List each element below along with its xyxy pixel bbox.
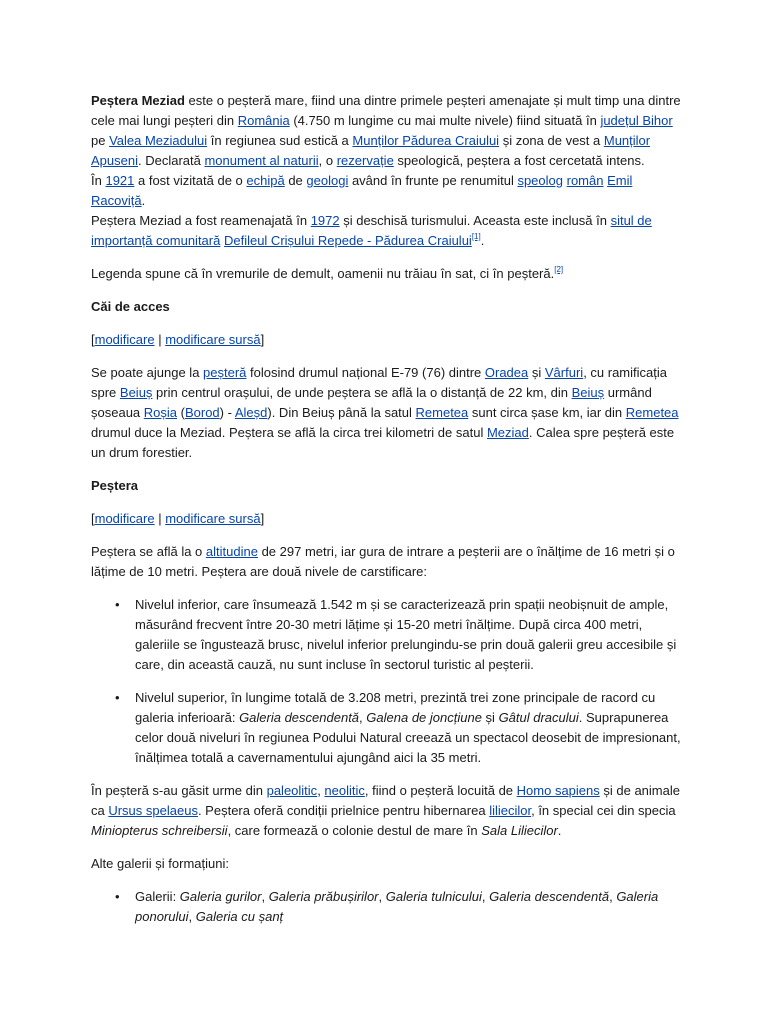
link-echipa[interactable]: echipă	[246, 173, 285, 188]
link-situl-de-importanta[interactable]: situl de importanță comunitară	[91, 213, 652, 248]
text: speologică, peștera a fost cercetată intens.	[393, 153, 645, 168]
text: ) -	[219, 405, 235, 420]
edit-link[interactable]: modificare	[94, 332, 155, 347]
text: (	[177, 405, 185, 420]
text: , în special cei din specia	[531, 803, 676, 818]
acces-paragraph	[91, 363, 681, 463]
text: ,	[359, 710, 367, 725]
text: , care formează o colonie destul de mare în	[227, 823, 482, 838]
italic-text: Galeria gurilor	[179, 889, 262, 904]
section-heading-cai-de-acces: Căi de acces	[91, 299, 170, 314]
italic-text: Sala Liliecilor	[481, 823, 558, 838]
urme-paragraph	[91, 781, 681, 841]
italic-text: Galena de joncțiune	[366, 710, 482, 725]
italic-text: Galeria cu șanț	[195, 909, 284, 924]
text: a fost vizitată de o	[134, 173, 247, 188]
link-beius[interactable]: Beiuș	[119, 385, 153, 400]
link-beius[interactable]: Beiuș	[571, 385, 605, 400]
link-borod[interactable]: Borod	[184, 405, 220, 420]
text: , cu ramificația spre	[91, 365, 667, 400]
italic-text: Galeria ponorului	[135, 889, 659, 924]
text: de	[284, 173, 307, 188]
link-roman[interactable]: român	[566, 173, 604, 188]
text: . Calea spre peșteră este un drum forestier.	[91, 425, 675, 460]
list-item	[135, 595, 681, 675]
text: folosind drumul național E-79 (76) dintre	[246, 365, 485, 380]
reference-link-1[interactable]: [1]	[471, 232, 481, 241]
text: este o peșteră mare, fiind una dintre primele peșteri amenajate și mult timp una dintre cele mai lungi peșteri din	[91, 93, 681, 128]
bracket: [	[91, 332, 95, 347]
text: Peștera se află la o	[91, 544, 206, 559]
text: și zona de vest a	[499, 133, 604, 148]
link-varfuri[interactable]: Vârfuri	[544, 365, 584, 380]
text: și de animale ca	[91, 783, 680, 818]
text: , fiind o peșteră locuită de	[364, 783, 517, 798]
section-heading-pestera: Peștera	[91, 478, 138, 493]
article-body	[91, 91, 681, 940]
link-paleolitic[interactable]: paleolitic	[266, 783, 318, 798]
link-romania[interactable]: România	[237, 113, 290, 128]
text: ,	[609, 889, 617, 904]
intro-paragraph	[91, 91, 681, 251]
list-item	[135, 688, 681, 768]
text: ,	[188, 909, 196, 924]
text: de 297 metri, iar gura de intrare a peșterii are o înălțime de 16 metri și o lățime de 10 metri. Peștera are două nivele de carstificare:	[91, 544, 675, 579]
list-item	[135, 887, 681, 927]
text: În	[91, 173, 106, 188]
link-alesd[interactable]: Aleșd	[234, 405, 268, 420]
text: ,	[378, 889, 386, 904]
text: și	[528, 365, 545, 380]
link-muntii-padurea-craiului[interactable]: Munților Pădurea Craiului	[352, 133, 500, 148]
link-valea-meziadului[interactable]: Valea Meziadului	[109, 133, 208, 148]
italic-text: Miniopterus schreibersii	[91, 823, 228, 838]
text: .	[480, 233, 485, 248]
text: (4.750 m lungime cu mai multe nivele) fiind situată în	[289, 113, 601, 128]
text: sunt circa șase km, iar din	[468, 405, 626, 420]
link-1972[interactable]: 1972	[310, 213, 340, 228]
alte-galerii-paragraph: Alte galerii și formațiuni:	[91, 856, 229, 871]
text: . Peștera oferă condiții prielnice pentru hibernarea	[197, 803, 490, 818]
link-defileul-crisului[interactable]: Defileul Crișului Repede - Pădurea Craiului	[223, 233, 472, 248]
text: urmând șoseaua	[91, 385, 652, 420]
edit-links-acces	[91, 330, 681, 350]
galleries-list	[91, 887, 681, 927]
link-altitudine[interactable]: altitudine	[205, 544, 258, 559]
italic-text: Galeria descendentă	[239, 710, 360, 725]
text: ). Din Beiuș până la satul	[267, 405, 416, 420]
link-geologi[interactable]: geologi	[306, 173, 349, 188]
bracket: [	[91, 511, 95, 526]
text: .	[557, 823, 562, 838]
text: ,	[481, 889, 490, 904]
link-pestera[interactable]: peșteră	[203, 365, 247, 380]
text: drumul duce la Meziad. Peștera se află la circa trei kilometri de satul	[91, 425, 487, 440]
levels-list	[91, 595, 681, 768]
text: pe	[91, 133, 110, 148]
edit-source-link[interactable]: modificare sursă	[165, 511, 261, 526]
link-remetea[interactable]: Remetea	[625, 405, 679, 420]
link-liliecilor[interactable]: liliecilor	[489, 803, 532, 818]
text: și	[481, 710, 499, 725]
link-meziad[interactable]: Meziad	[486, 425, 529, 440]
text: ,	[317, 783, 325, 798]
link-ursus-spelaeus[interactable]: Ursus spelaeus	[108, 803, 198, 818]
italic-text: Galeria descendentă	[489, 889, 610, 904]
link-judetul-bihor[interactable]: județul Bihor	[600, 113, 673, 128]
text: în regiunea sud estică a	[207, 133, 353, 148]
text: Nivelul inferior, care însumează 1.542 m și se caracterizează prin spații neobișnuit de ample, măsurând frecvent între 20-30 metri lățime și 15-20 metri înălțime. După circa 400 metri, galeriile se îngustează brusc, nivelul inferior prelungindu-se prin două galerii greu accesibile și care, din această cauză, nu sunt incluse în sectorul turistic al peșterii.	[135, 597, 677, 672]
text: . Suprapunerea celor două niveluri în regiunea Podului Natural creează un spectacol deosebit de impresionant, înălțimea totală a cavernamentului ajungând aici la 35 metri.	[135, 710, 681, 765]
text: În peșteră s-au găsit urme din	[91, 783, 267, 798]
link-remetea[interactable]: Remetea	[415, 405, 469, 420]
separator: |	[154, 332, 166, 347]
link-emil-racovita[interactable]: Emil Racoviță	[91, 173, 633, 208]
text: .	[141, 193, 146, 208]
link-homo-sapiens[interactable]: Homo sapiens	[516, 783, 600, 798]
link-oradea[interactable]: Oradea	[484, 365, 529, 380]
legend-paragraph	[91, 264, 681, 284]
text: având în frunte pe renumitul	[348, 173, 518, 188]
italic-text: Galeria prăbușirilor	[268, 889, 379, 904]
link-neolitic[interactable]: neolitic	[324, 783, 365, 798]
text: și deschisă turismului. Aceasta este inclusă în	[339, 213, 611, 228]
link-rosia[interactable]: Roșia	[143, 405, 178, 420]
text: , o	[318, 153, 337, 168]
text: Se poate ajunge la	[91, 365, 204, 380]
edit-source-link[interactable]: modificare sursă	[165, 332, 261, 347]
pestera-paragraph	[91, 542, 681, 582]
bracket: ]	[260, 511, 265, 526]
text: ,	[261, 889, 269, 904]
link-rezervatie[interactable]: rezervație	[336, 153, 394, 168]
text: Nivelul superior, în lungime totală de 3.208 metri, prezintă trei zone principale de racord cu galeria inferioară:	[135, 690, 656, 725]
text: . Declarată	[137, 153, 205, 168]
edit-links-pestera	[91, 509, 681, 529]
reference-link-2[interactable]: [2]	[554, 265, 564, 274]
article-subject: Peștera Meziad	[91, 93, 185, 108]
link-monument-al-naturii[interactable]: monument al naturii	[204, 153, 319, 168]
italic-text: Gâtul dracului	[498, 710, 579, 725]
italic-text: Galeria tulnicului	[385, 889, 482, 904]
edit-link[interactable]: modificare	[94, 511, 155, 526]
bracket: ]	[260, 332, 265, 347]
link-muntii-apuseni[interactable]: Munților Apuseni	[91, 133, 651, 168]
text: Legenda spune că în vremurile de demult, oamenii nu trăiau în sat, ci în peșteră.	[91, 266, 555, 281]
separator: |	[154, 511, 166, 526]
text: Galerii:	[135, 889, 180, 904]
link-speolog[interactable]: speolog	[517, 173, 563, 188]
text: Peștera Meziad a fost reamenajată în	[91, 213, 311, 228]
text: prin centrul orașului, de unde peștera se află la o distanță de 22 km, din	[152, 385, 572, 400]
link-1921[interactable]: 1921	[105, 173, 135, 188]
